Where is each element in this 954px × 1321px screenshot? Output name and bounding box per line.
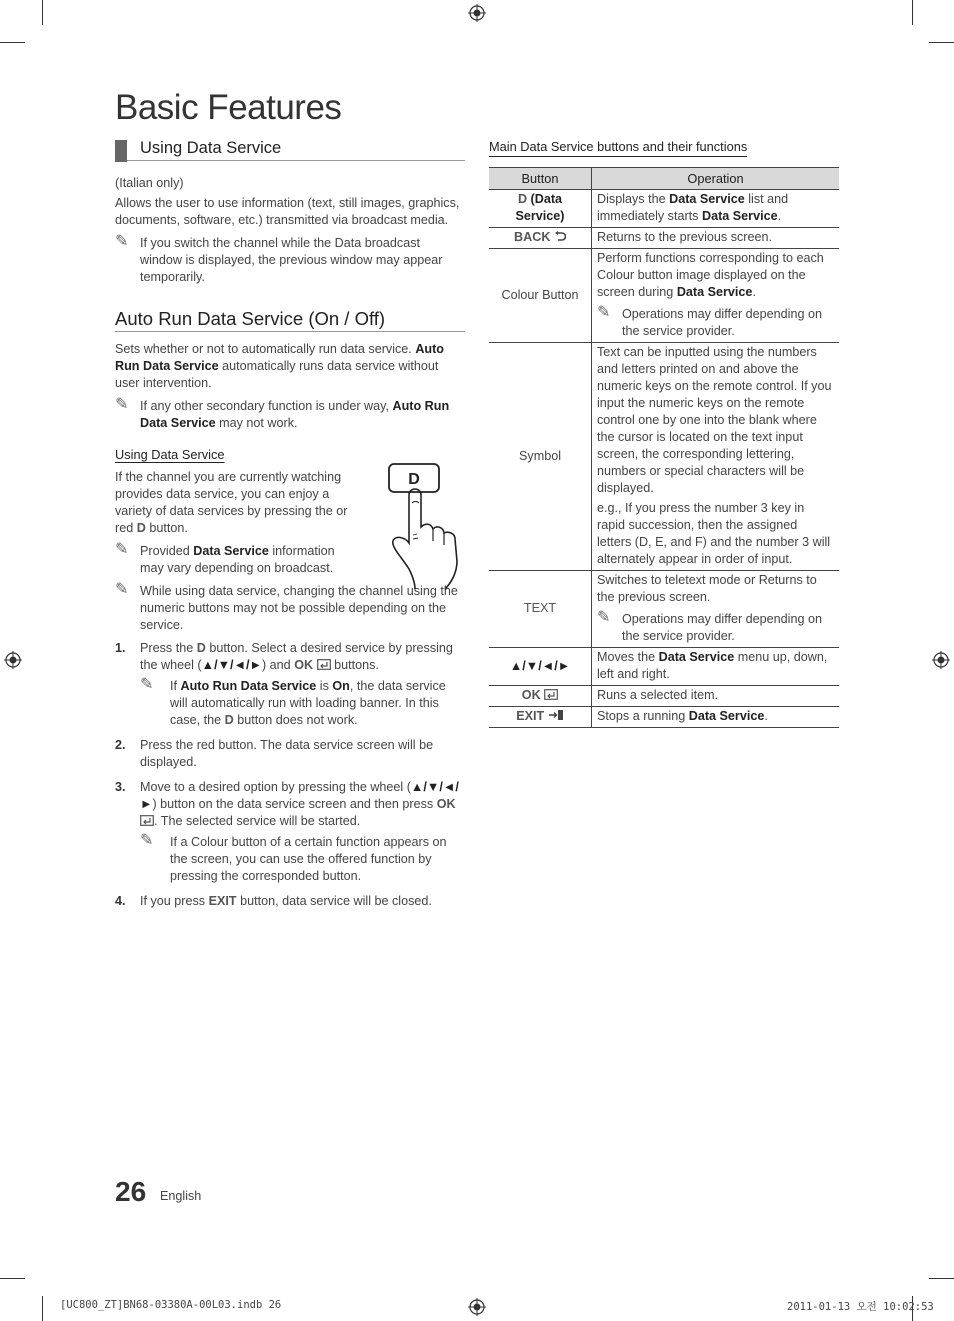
heading-bar: [115, 140, 127, 162]
text: .: [764, 709, 768, 723]
bold-text: Data Service: [658, 650, 735, 664]
list-item: [115, 779, 465, 885]
column-header-operation: Operation: [592, 168, 840, 190]
column-header-button: Button: [489, 168, 592, 190]
operation-cell: [592, 648, 840, 686]
list-item: [115, 893, 465, 910]
pencil-note-icon: ✎: [140, 832, 154, 849]
left-column: [115, 138, 465, 915]
bold-text: Data Service: [193, 544, 269, 558]
note: [115, 398, 465, 432]
section-heading-text: Using Data Service: [140, 139, 282, 157]
note-text: Operations may differ depending on the service provider.: [622, 307, 822, 338]
text: may not work.: [219, 416, 298, 430]
pencil-note-icon: ✎: [115, 541, 129, 558]
page-number: 26: [115, 1176, 147, 1207]
arrow-keys-label: ▲/▼/◄/►: [201, 658, 262, 672]
table-row: [489, 707, 839, 728]
text: , the data service will automatically run with loading banner. In this case, the: [170, 679, 446, 727]
text: Move to a desired option by pressing the wheel (: [140, 780, 411, 794]
arrow-keys-label: ▲/▼/◄/►: [140, 780, 459, 811]
step-number: 2.: [115, 738, 126, 752]
note: [597, 306, 834, 340]
registration-mark-icon: [4, 651, 22, 669]
text: Switches to teletext mode or Returns to the previous screen.: [597, 573, 817, 604]
text: Press the red button. The data service screen will be displayed.: [140, 738, 434, 769]
text: is: [319, 679, 329, 693]
operation-cell: [592, 190, 840, 228]
step-number: 4.: [115, 894, 126, 908]
button-cell: [489, 648, 592, 686]
button-cell: Symbol: [489, 343, 592, 571]
print-file-info: [UC800_ZT]BN68-03380A-00L03.indb 26: [60, 1299, 282, 1311]
text: If you press: [140, 894, 206, 908]
table-row: [489, 228, 839, 249]
intro-text: Allows the user to use information (text, still images, graphics, documents, software, etc.) transmitted via broadcast media.: [115, 196, 460, 227]
operation-cell: [592, 343, 840, 571]
crop-mark: [929, 1278, 954, 1279]
text: Press the: [140, 641, 194, 655]
list-item: [115, 640, 465, 729]
ok-key-label: OK: [521, 688, 541, 702]
print-date: 2011-01-13 오전 10:02:53: [787, 1301, 934, 1313]
text: buttons.: [334, 658, 379, 672]
crop-mark: [42, 1296, 43, 1321]
text: Stops a running: [597, 709, 686, 723]
text: Text can be inputted using the numbers and letters printed on and above the numeric keys on the remote control. If you input the numeric keys on the remote control one by one into the blank where the cursor is located on the text input screen, the corresponding lettering, numbers or special characters will be displayed.: [597, 345, 832, 495]
enter-icon: [140, 815, 154, 826]
table-row: [489, 249, 839, 343]
hand-button-label: D: [408, 471, 420, 488]
text: menu up, down, left and right.: [597, 650, 828, 681]
crop-mark: [0, 1278, 25, 1279]
table-row: [489, 571, 839, 648]
text: button. Select a desired service by pressing the wheel (: [140, 641, 453, 672]
text: Perform functions corresponding to each Colour button image displayed on the screen during: [597, 251, 824, 299]
text: .: [752, 285, 756, 299]
hand-pressing-button-icon: [385, 461, 467, 591]
text: automatically runs data service without user intervention.: [115, 359, 439, 390]
note-text: If a Colour button of a certain function appears on the screen, you can use the offered function by pressing the corresponded button.: [170, 835, 447, 883]
registration-mark-icon: [932, 651, 950, 669]
page-language: English: [160, 1189, 202, 1203]
text: If the channel you are currently watching provides data service, you can enjoy a variety of data services by pressing the or red: [115, 470, 348, 535]
text: If: [170, 679, 177, 693]
bold-text: Data Service: [701, 209, 778, 223]
pencil-note-icon: ✎: [597, 304, 611, 321]
enter-icon: [317, 659, 331, 670]
d-key-label: D: [136, 521, 146, 535]
note: [140, 834, 465, 885]
note: [115, 543, 360, 577]
button-cell: Colour Button: [489, 249, 592, 343]
text: Provided: [140, 544, 190, 558]
step-number: 1.: [115, 641, 126, 655]
d-key-label: D: [196, 641, 206, 655]
back-key-label: BACK: [514, 230, 551, 244]
operation-cell: Runs a selected item.: [592, 686, 840, 707]
text: ) and: [261, 658, 291, 672]
text: button, data service will be closed.: [240, 894, 432, 908]
pencil-note-icon: ✎: [115, 581, 129, 598]
steps-list: [115, 640, 465, 910]
section-heading: [115, 138, 465, 161]
list-item: [115, 737, 465, 771]
using-data-service-subheading: Using Data Service: [115, 447, 225, 462]
page-title: Basic Features: [115, 88, 342, 127]
table-title: Main Data Service buttons and their functions: [489, 138, 747, 157]
button-cell: [489, 707, 592, 728]
text: button.: [149, 521, 188, 535]
bold-text: On: [332, 679, 350, 693]
operation-cell: [592, 571, 840, 648]
text: If any other secondary function is under way,: [140, 399, 389, 413]
table-row: [489, 343, 839, 571]
enter-icon: [544, 689, 558, 700]
bold-text: Auto Run Data Service: [180, 679, 317, 693]
operation-cell: [592, 249, 840, 343]
table-header-row: [489, 168, 839, 190]
note-text: While using data service, changing the channel using the numeric buttons may not be possible depending on the service.: [140, 584, 458, 632]
bold-text: (Data Service): [515, 192, 565, 223]
text: Moves the: [597, 650, 656, 664]
arrow-keys-label: ▲/▼/◄/►: [509, 658, 571, 673]
table-row: [489, 190, 839, 228]
step-number: 3.: [115, 780, 126, 794]
bold-text: Auto Run Data Service: [115, 342, 444, 373]
pencil-note-icon: ✎: [597, 609, 611, 626]
bold-text: Data Service: [669, 192, 745, 206]
text: information may vary depending on broadcast.: [140, 544, 335, 575]
back-return-icon: [554, 231, 566, 242]
exit-key-label: EXIT: [208, 894, 237, 908]
bold-text: Data Service: [676, 285, 753, 299]
button-cell: [489, 686, 592, 707]
autorun-heading: Auto Run Data Service (On / Off): [115, 310, 465, 332]
note: [597, 611, 834, 645]
text-key-label: TEXT: [523, 601, 557, 615]
using-text: [115, 469, 360, 537]
text: Displays the: [597, 192, 666, 206]
registration-mark-icon: [468, 1298, 486, 1316]
bold-text: Auto Run Data Service: [140, 399, 450, 430]
table-row: [489, 686, 839, 707]
buttons-table: [489, 167, 839, 728]
operation-cell: Returns to the previous screen.: [592, 228, 840, 249]
text: button does not work.: [237, 713, 358, 727]
crop-mark: [42, 0, 43, 25]
note-text: If you switch the channel while the Data broadcast window is displayed, the previous window may appear temporarily.: [140, 236, 443, 284]
button-cell: [489, 190, 592, 228]
pencil-note-icon: ✎: [140, 676, 154, 693]
text: list and immediately starts: [597, 192, 789, 223]
d-key-label: D: [224, 713, 234, 727]
crop-mark: [929, 42, 954, 43]
crop-mark: [912, 0, 913, 25]
text: Sets whether or not to automatically run data service.: [115, 342, 412, 356]
button-cell: [489, 571, 592, 648]
text: . The selected service will be started.: [154, 814, 361, 828]
d-key-label: D: [517, 192, 528, 206]
note: [140, 678, 465, 729]
ok-key-label: OK: [294, 658, 314, 672]
text: e.g., If you press the number 3 key in rapid succession, then the assigned letters (D, E, and F) and the number 3 will alternately appear in order of input.: [597, 501, 831, 566]
button-cell: [489, 228, 592, 249]
right-column: [489, 138, 839, 728]
exit-icon: [548, 709, 564, 721]
exit-key-label: EXIT: [516, 709, 545, 723]
text: .: [777, 209, 782, 223]
italian-only-text: (Italian only): [115, 176, 184, 190]
registration-mark-icon: [468, 4, 486, 22]
text: ) button on the data service screen and then press: [152, 797, 434, 811]
pencil-note-icon: ✎: [115, 233, 129, 250]
pencil-note-icon: ✎: [115, 396, 129, 413]
ok-key-label: OK: [436, 797, 456, 811]
using-section: [115, 469, 465, 634]
note: [115, 235, 465, 286]
table-row: [489, 648, 839, 686]
operation-cell: [592, 707, 840, 728]
autorun-description: [115, 341, 465, 392]
bold-text: Data Service: [688, 709, 765, 723]
crop-mark: [0, 42, 25, 43]
note-text: Operations may differ depending on the service provider.: [622, 612, 822, 643]
